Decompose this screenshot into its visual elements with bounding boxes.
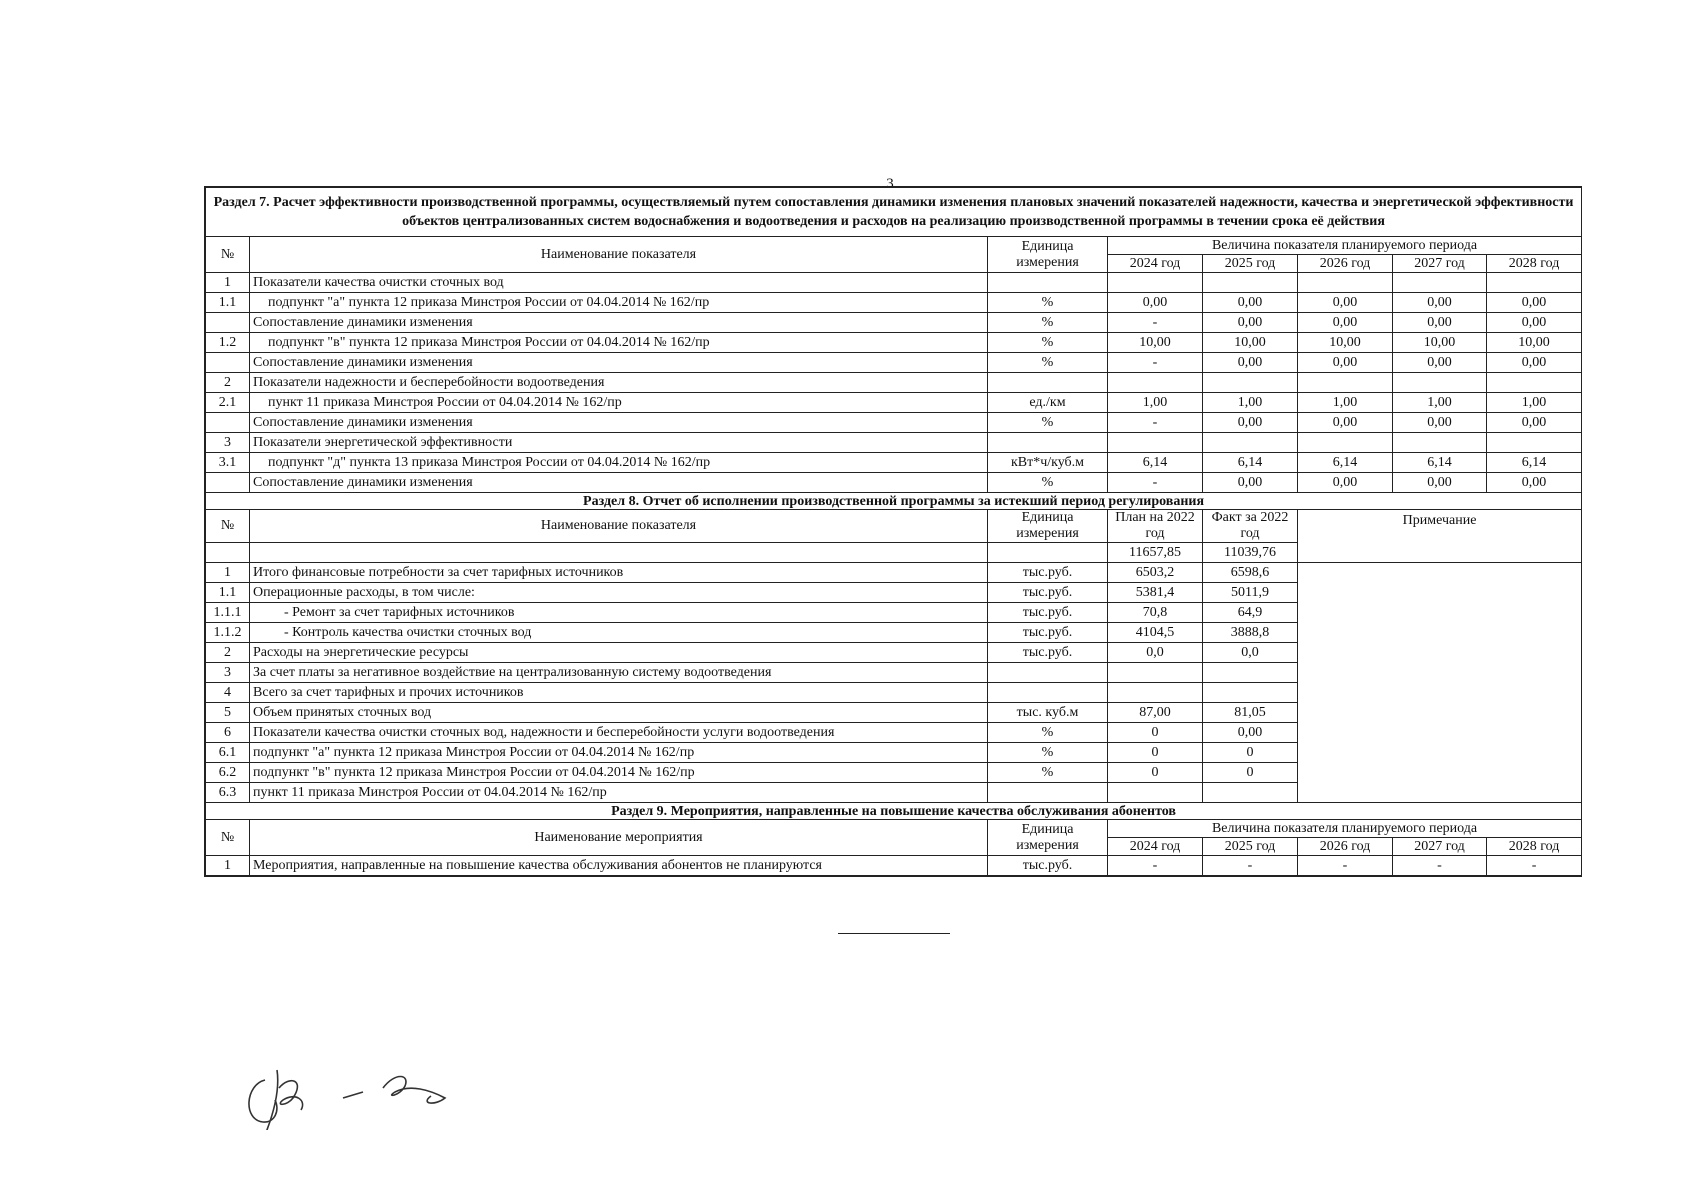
row-value: 0,00	[1393, 353, 1487, 373]
row-name: За счет платы за негативное воздействие на централизованную систему водоотведения	[250, 663, 988, 683]
section8-col-note: Примечание	[1298, 510, 1582, 563]
section9-year: 2027 год	[1393, 838, 1487, 856]
row-unit: %	[988, 313, 1108, 333]
row-name: - Ремонт за счет тарифных источников	[250, 603, 988, 623]
row-name: Показатели качества очистки сточных вод, надежности и бесперебойности услуги водоотведения	[250, 723, 988, 743]
section9-row	[206, 856, 1582, 876]
section8-row	[206, 563, 1582, 583]
row-unit: %	[988, 353, 1108, 373]
row-value: 6,14	[1203, 453, 1298, 473]
section8-row	[206, 783, 1582, 803]
section7-year: 2025 год	[1203, 255, 1298, 273]
section7-row	[206, 293, 1582, 313]
row-plan: 0	[1108, 723, 1203, 743]
row-value: 0,00	[1487, 313, 1582, 333]
row-value: 6,14	[1298, 453, 1393, 473]
section9-col-name: Наименование мероприятия	[250, 820, 988, 856]
row-name: Расходы на энергетические ресурсы	[250, 643, 988, 663]
row-value	[1108, 273, 1203, 293]
row-plan: 6503,2	[1108, 563, 1203, 583]
row-fact: 0	[1203, 743, 1298, 763]
section7-col-num: №	[206, 237, 250, 273]
row-number: 5	[206, 703, 250, 723]
row-number	[206, 313, 250, 333]
row-name: Показатели качества очистки сточных вод	[250, 273, 988, 293]
section7-year: 2024 год	[1108, 255, 1203, 273]
row-name: подпункт "а" пункта 12 приказа Минстроя России от 04.04.2014 № 162/пр	[250, 743, 988, 763]
row-fact: 0,0	[1203, 643, 1298, 663]
row-value: -	[1108, 856, 1203, 876]
row-number: 1.1	[206, 583, 250, 603]
row-fact: 6598,6	[1203, 563, 1298, 583]
row-value	[1487, 273, 1582, 293]
row-value: 0,00	[1487, 353, 1582, 373]
section8-title-row	[206, 493, 1582, 510]
section8-col-plan: План на 2022 год	[1108, 510, 1203, 543]
row-fact: 5011,9	[1203, 583, 1298, 603]
section8-col-unit: Единица измерения	[988, 510, 1108, 543]
row-value: 0,00	[1298, 413, 1393, 433]
row-plan: 5381,4	[1108, 583, 1203, 603]
section8-col-fact: Факт за 2022 год	[1203, 510, 1298, 543]
row-plan	[1108, 663, 1203, 683]
row-unit: ед./км	[988, 393, 1108, 413]
row-number	[206, 353, 250, 373]
row-unit: тыс. куб.м	[988, 703, 1108, 723]
row-value: -	[1108, 413, 1203, 433]
row-value: 1,00	[1108, 393, 1203, 413]
row-name: Всего за счет тарифных и прочих источников	[250, 683, 988, 703]
row-value: 10,00	[1203, 333, 1298, 353]
section9-col-num: №	[206, 820, 250, 856]
row-number: 1.1	[206, 293, 250, 313]
row-unit: тыс.руб.	[988, 603, 1108, 623]
row-unit	[988, 273, 1108, 293]
row-value	[1203, 373, 1298, 393]
row-value	[1203, 433, 1298, 453]
row-value: 10,00	[1393, 333, 1487, 353]
row-unit: %	[988, 293, 1108, 313]
row-name: Показатели надежности и бесперебойности водоотведения	[250, 373, 988, 393]
row-plan: 87,00	[1108, 703, 1203, 723]
row-number: 1	[206, 273, 250, 293]
row-unit	[988, 783, 1108, 803]
report-table	[205, 187, 1582, 876]
row-value: 10,00	[1487, 333, 1582, 353]
report-sheet	[204, 186, 1582, 877]
section7-row	[206, 353, 1582, 373]
row-unit: тыс.руб.	[988, 623, 1108, 643]
section8-row	[206, 623, 1582, 643]
section7-row	[206, 273, 1582, 293]
row-plan: 0	[1108, 763, 1203, 783]
row-value	[1487, 433, 1582, 453]
row-unit: %	[988, 473, 1108, 493]
row-name: - Контроль качества очистки сточных вод	[250, 623, 988, 643]
row-unit: тыс.руб.	[988, 856, 1108, 876]
row-value: 0,00	[1298, 293, 1393, 313]
row-value: 10,00	[1298, 333, 1393, 353]
row-value: -	[1108, 313, 1203, 333]
section8-total-fact: 11039,76	[1203, 543, 1298, 563]
section7-col-unit: Единица измерения	[988, 237, 1108, 273]
row-plan: 4104,5	[1108, 623, 1203, 643]
row-value	[1298, 373, 1393, 393]
row-value: 0,00	[1487, 413, 1582, 433]
section8-row	[206, 703, 1582, 723]
row-plan: 0,0	[1108, 643, 1203, 663]
row-number: 6.2	[206, 763, 250, 783]
section9-title-row	[206, 803, 1582, 820]
row-unit: кВт*ч/куб.м	[988, 453, 1108, 473]
row-number: 4	[206, 683, 250, 703]
section9-year: 2028 год	[1487, 838, 1582, 856]
row-value: 10,00	[1108, 333, 1203, 353]
section7-year: 2028 год	[1487, 255, 1582, 273]
section7-title: Раздел 7. Расчет эффективности производственной программы, осуществляемый путем сопоставления динамики изменения плановых значений показателей надежности, качества и энергетической эффективности объектов централизованных систем водоснабжения и водоотведения и расходов на реализацию производственной программы в течении срока её действия	[206, 188, 1582, 237]
row-number: 1.1.1	[206, 603, 250, 623]
row-name: Сопоставление динамики изменения	[250, 413, 988, 433]
row-value	[1298, 273, 1393, 293]
section9-year: 2025 год	[1203, 838, 1298, 856]
row-value	[1203, 273, 1298, 293]
row-value: 0,00	[1487, 293, 1582, 313]
row-value: 0,00	[1393, 313, 1487, 333]
row-number: 3	[206, 433, 250, 453]
row-name: Объем принятых сточных вод	[250, 703, 988, 723]
row-value: -	[1203, 856, 1298, 876]
section7-row	[206, 373, 1582, 393]
section9-body	[206, 856, 1582, 876]
section9-year: 2026 год	[1298, 838, 1393, 856]
row-number: 1	[206, 563, 250, 583]
row-fact: 0,00	[1203, 723, 1298, 743]
row-value	[1487, 373, 1582, 393]
row-unit: %	[988, 723, 1108, 743]
section7-row	[206, 313, 1582, 333]
row-unit: %	[988, 333, 1108, 353]
section8-body	[206, 563, 1582, 803]
row-name: пункт 11 приказа Минстроя России от 04.04.2014 № 162/пр	[250, 393, 988, 413]
row-value: 0,00	[1393, 473, 1487, 493]
row-unit: %	[988, 413, 1108, 433]
row-name: Сопоставление динамики изменения	[250, 313, 988, 333]
row-unit	[988, 683, 1108, 703]
row-value: 0,00	[1487, 473, 1582, 493]
row-value: 0,00	[1298, 313, 1393, 333]
section7-row	[206, 393, 1582, 413]
row-value: 0,00	[1108, 293, 1203, 313]
row-unit	[988, 433, 1108, 453]
row-fact	[1203, 783, 1298, 803]
row-unit: %	[988, 743, 1108, 763]
section8-title: Раздел 8. Отчет об исполнении производственной программы за истекший период регулирования	[206, 493, 1582, 510]
handwritten-signature	[235, 1040, 495, 1130]
row-unit	[988, 663, 1108, 683]
row-name: Сопоставление динамики изменения	[250, 473, 988, 493]
row-value: 0,00	[1203, 313, 1298, 333]
row-value	[1393, 373, 1487, 393]
row-name: подпункт "в" пункта 12 приказа Минстроя России от 04.04.2014 № 162/пр	[250, 333, 988, 353]
row-value	[1108, 373, 1203, 393]
row-plan	[1108, 683, 1203, 703]
row-plan	[1108, 783, 1203, 803]
row-value: 6,14	[1108, 453, 1203, 473]
section8-row	[206, 743, 1582, 763]
section7-col-period: Величина показателя планируемого периода	[1108, 237, 1582, 255]
row-value: 1,00	[1203, 393, 1298, 413]
section7-body	[206, 273, 1582, 493]
section7-title-row	[206, 188, 1582, 237]
section8-row	[206, 663, 1582, 683]
row-value: 0,00	[1393, 293, 1487, 313]
section8-row	[206, 583, 1582, 603]
row-fact: 0	[1203, 763, 1298, 783]
row-value: 6,14	[1487, 453, 1582, 473]
page-number: 3	[886, 176, 894, 192]
row-value: -	[1487, 856, 1582, 876]
row-number: 2	[206, 643, 250, 663]
row-name: пункт 11 приказа Минстроя России от 04.04.2014 № 162/пр	[250, 783, 988, 803]
row-value: -	[1298, 856, 1393, 876]
section8-row	[206, 643, 1582, 663]
row-value: 1,00	[1393, 393, 1487, 413]
section9-col-unit: Единица измерения	[988, 820, 1108, 856]
row-number: 3	[206, 663, 250, 683]
section9-title: Раздел 9. Мероприятия, направленные на повышение качества обслуживания абонентов	[206, 803, 1582, 820]
row-number: 1.1.2	[206, 623, 250, 643]
section8-total-plan: 11657,85	[1108, 543, 1203, 563]
row-value	[1393, 433, 1487, 453]
row-fact	[1203, 683, 1298, 703]
row-number: 6.3	[206, 783, 250, 803]
row-value: -	[1108, 473, 1203, 493]
section9-col-period: Величина показателя планируемого периода	[1108, 820, 1582, 838]
row-name: Показатели энергетической эффективности	[250, 433, 988, 453]
section9-year: 2024 год	[1108, 838, 1203, 856]
row-value: 0,00	[1393, 413, 1487, 433]
row-unit: тыс.руб.	[988, 563, 1108, 583]
row-value: 1,00	[1298, 393, 1393, 413]
row-value: 6,14	[1393, 453, 1487, 473]
section7-col-name: Наименование показателя	[250, 237, 988, 273]
row-value: -	[1393, 856, 1487, 876]
row-value	[1298, 433, 1393, 453]
row-value: -	[1108, 353, 1203, 373]
row-value: 0,00	[1203, 353, 1298, 373]
row-number: 2	[206, 373, 250, 393]
row-name: подпункт "в" пункта 12 приказа Минстроя России от 04.04.2014 № 162/пр	[250, 763, 988, 783]
row-number: 2.1	[206, 393, 250, 413]
row-value: 1,00	[1487, 393, 1582, 413]
row-value: 0,00	[1298, 353, 1393, 373]
section8-row	[206, 763, 1582, 783]
section7-row	[206, 413, 1582, 433]
row-fact: 81,05	[1203, 703, 1298, 723]
row-name: Операционные расходы, в том числе:	[250, 583, 988, 603]
row-plan: 70,8	[1108, 603, 1203, 623]
section7-row	[206, 333, 1582, 353]
row-name: подпункт "д" пункта 13 приказа Минстроя России от 04.04.2014 № 162/пр	[250, 453, 988, 473]
row-name: Мероприятия, направленные на повышение качества обслуживания абонентов не планируются	[250, 856, 988, 876]
row-name: подпункт "а" пункта 12 приказа Минстроя России от 04.04.2014 № 162/пр	[250, 293, 988, 313]
row-name: Итого финансовые потребности за счет тарифных источников	[250, 563, 988, 583]
row-value: 0,00	[1298, 473, 1393, 493]
row-number: 1	[206, 856, 250, 876]
row-number: 6	[206, 723, 250, 743]
row-number	[206, 473, 250, 493]
section8-row	[206, 603, 1582, 623]
row-name: Сопоставление динамики изменения	[250, 353, 988, 373]
row-unit: тыс.руб.	[988, 643, 1108, 663]
row-plan: 0	[1108, 743, 1203, 763]
section7-row	[206, 433, 1582, 453]
section8-col-name: Наименование показателя	[250, 510, 988, 543]
section7-year: 2026 год	[1298, 255, 1393, 273]
row-value: 0,00	[1203, 473, 1298, 493]
row-value: 0,00	[1203, 413, 1298, 433]
row-value: 0,00	[1203, 293, 1298, 313]
section7-year: 2027 год	[1393, 255, 1487, 273]
section7-row	[206, 473, 1582, 493]
row-fact: 64,9	[1203, 603, 1298, 623]
row-unit: тыс.руб.	[988, 583, 1108, 603]
row-value	[1108, 433, 1203, 453]
row-number: 1.2	[206, 333, 250, 353]
row-fact: 3888,8	[1203, 623, 1298, 643]
section7-row	[206, 453, 1582, 473]
row-number: 6.1	[206, 743, 250, 763]
row-unit	[988, 373, 1108, 393]
section8-col-num: №	[206, 510, 250, 543]
row-value	[1393, 273, 1487, 293]
row-number	[206, 413, 250, 433]
row-fact	[1203, 663, 1298, 683]
section8-row	[206, 683, 1582, 703]
section8-row	[206, 723, 1582, 743]
row-number: 3.1	[206, 453, 250, 473]
row-unit: %	[988, 763, 1108, 783]
closing-rule	[838, 933, 950, 934]
